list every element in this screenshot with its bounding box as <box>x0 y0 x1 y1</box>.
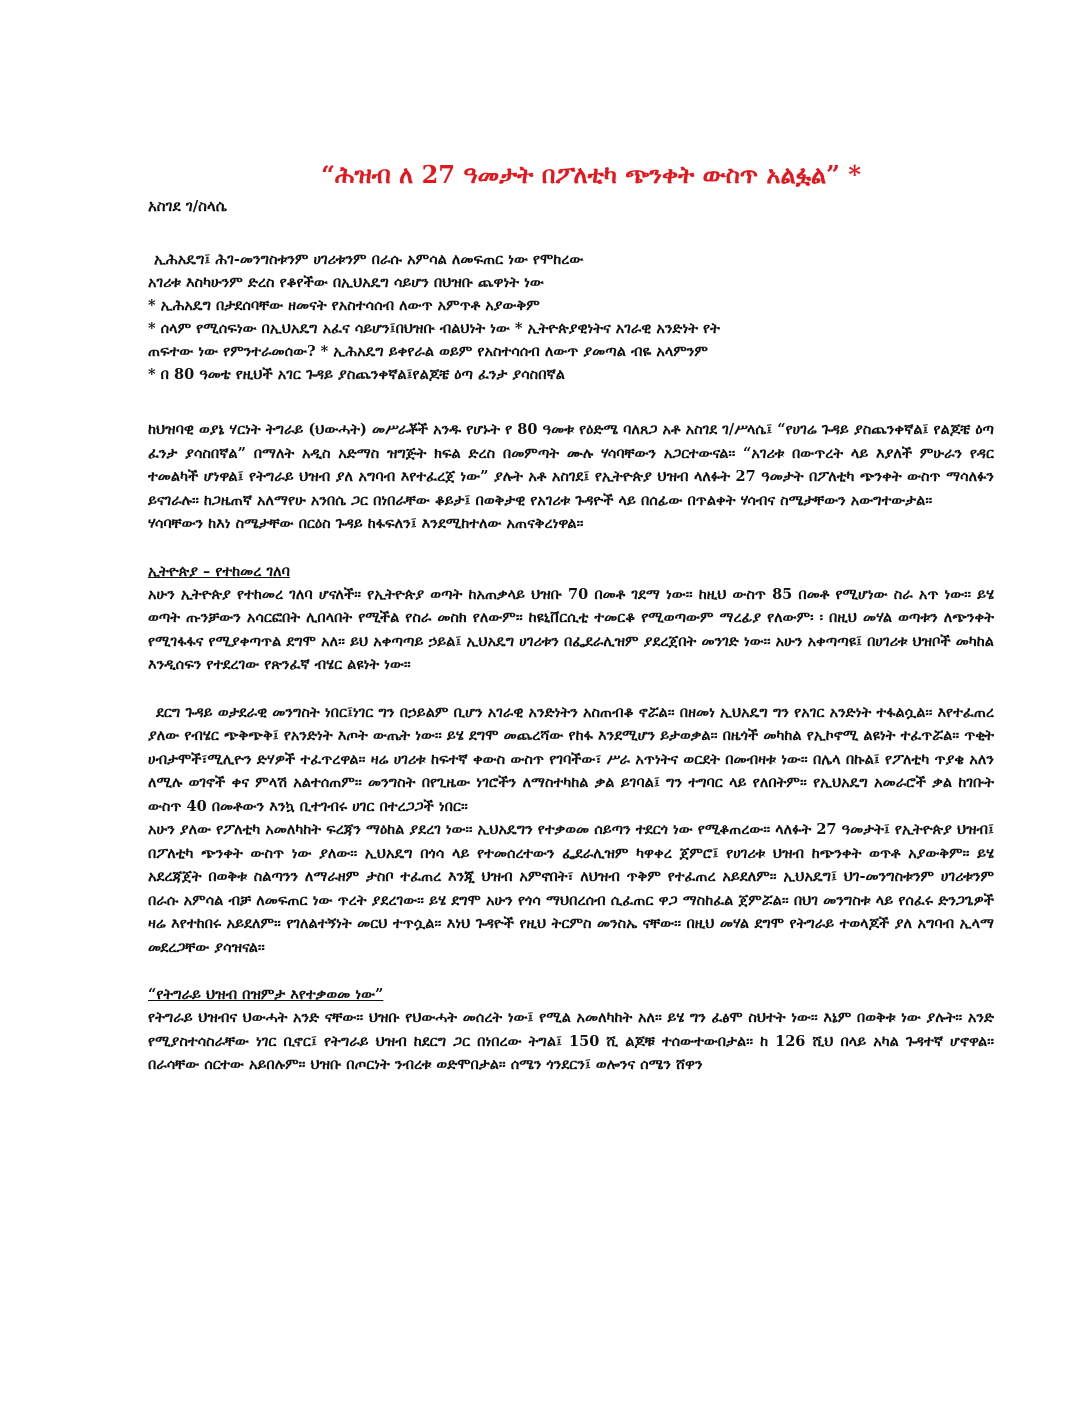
paragraph-spacer <box>148 677 994 701</box>
article-title-text: “ሕዝብ ለ 27 ዓመታት በፖለቲካ ጭንቀት ውስጥ አልፏል” * <box>321 160 861 189</box>
intro-paragraph: ከህዝባዊ ወያኔ ሃርነት ትግራይ (ህውሓት) መሥራቾች አንዱ የሆኑት የ 80 ዓመቱ የዕድሜ ባለጸጋ አቶ አስገደ ገ/ሥላሴ፤ “የሀገሬ ጉዳይ ያስጨንቀኛል፤ የልጆቼ ዕጣ ፈንታ ያሳስበኛል” በማለት አዲስ አድማስ ዝግጅት ክፍል ድረስ በመምጣት ሙሉ ሃሳባቸውን አጋርተውናል፡፡ “አገሪቱ በውጥረት ላይ እያለች ምሁራን የዳር ተመልካች ሆነዋል፤ የትግራይ ህዝብ ያለ አግባብ እየተፈረጀ ነው” ያሉት አቶ አስገደ፤ የኢትዮጵያ ህዝብ ላለፉት 27 ዓመታት በፖለቲካ ጭንቀት ውስጥ ማሳለፉን ይናገራሉ፡፡ ከጋዜጠኛ አለማየሁ አንበሴ ጋር በነበራቸው ቆይታ፤ በወቅታዊ የአገሪቱ ጉዳዮች ላይ በሰፊው በጥልቀት ሃሳብና ስሜታቸውን አውግተውታል፡፡ <box>148 421 994 509</box>
summary-line: ኢሕአዴግ፤ ሕገ-መንግስቱንም ሀገሪቱንም በራሱ አምሳል ለመፍጠር ነው የሞከረው <box>154 251 584 268</box>
summary-line: * በ 80 ዓመቴ የዚህች አገር ጉዳይ ያስጨንቀኛል፤የልጆቼ ዕጣ ፈንታ ያሳስበኛል <box>148 366 565 383</box>
summary-line: ጠፍተው ነው የምንተራመሰው? * ኢሕአዴግ ይቀየራል ወይም የአስተሳሰብ ለውጥ ያመጣል ብዬ አላምንም <box>148 343 708 360</box>
summary-block <box>148 248 994 386</box>
article-title <box>148 160 994 190</box>
section1-paragraph-1: አሁን ኢትዮጵያ የተከመረ ገለባ ሆናለች። የኢትዮጵያ ወጣት ከአጠቃላይ ህዝቡ 70 በመቶ ገደማ ነው፡፡ ከዚህ ውስጥ 85 በመቶ የሚሆነው ስራ አጥ ነው፡፡ ይሄ ወጣት ጡንቻውን አሳርፎበት ሊበላበት የሚችል የስራ መስክ የለውም፡፡ ከዩኒቨርሲቲ ተመርቆ የሚወጣውም ማረፊያ የለውም፡ ፡ በዚህ መሃል ወጣቱን ለጭንቀት የሚገፋፋና የሚያቀጣጥል ደግሞ አለ፡፡ ይህ አቀጣጣይ ኃይል፤ ኢህአዴግ ሀገሪቱን በፌደራሊዝም ያደረጀበት መንገድ ነው፡፡ አሁን አቀጣጣዩ፤ በሀገሪቱ ህዝቦች መካከል እንዲሰፍን የተደረገው የጽንፈኛ ብሄር ልዩነት ነው፡፡ <box>148 585 994 673</box>
summary-line: * ሰላም የሚሰፍነው በኢህአዴግ አፈና ሳይሆን፤በህዝቡ ብልህነት ነው * ኢትዮጵያዊነትና አገራዊ አንድነት የት <box>148 320 720 337</box>
summary-line: አገሪቱ እስካሁንም ድረስ የቆየችው በኢህአዴግ ሳይሆን በህዝቡ ጨዋነት ነው <box>148 274 544 291</box>
author-name: አስገደ ገ/ስላሴ <box>148 197 227 215</box>
section2-paragraph-1: የትግራይ ህዝብና ህውሓት አንድ ናቸው፡፡ ህዝቡ የህውሓት መሰረት ነው፤ የሚል አመለካከት አለ፡፡ ይሄ ግን ፈፅሞ ስህተት ነው፡፡ እኔም በወቅቱ ነው ያሉት፡፡ አንድ የሚያስተሳስራቸው ነገር ቢኖር፤ የትግራይ ህዝብ ከደርግ ጋር በነበረው ትግል፤ 150 ሺ ልጆቹ ተሰውተውበታል፡፡ ከ 126 ሺህ በላይ አካል ጉዳተኛ ሆኖዋል፡፡ በራሳቸው ሰርተው አይበሉም። ህዝቡ በጦርነት ንብረቱ ወድሞበታል። ሰሜን ጎንደርን፤ ወሎንና ሰሜን ሸዋን <box>148 1009 994 1073</box>
section1-paragraph-3: አሁን ያለው የፖለቲካ አመለካከት ፍረጃን ማዕከል ያደረገ ነው፡፡ ኢህአዴግን የተቃወመ ሰይጣን ተደርጎ ነው የሚቆጠረው፡፡ ላለፉት 27 ዓመታት፤ የኢትዮጵያ ህዝብ፤ በፖለቲካ ጭንቀት ውስጥ ነው ያለው፡፡ ኢህአዴግ በጎሳ ላይ የተመሰረተውን ፌደራሊዝም ካዋቀረ ጀምሮ፤ የሀገሪቱ ህዝብ ከጭንቀት ወጥቶ አያውቅም። ይሄ አደረጃጀት በወቅቱ ስልጣንን ለማራዘም ታስቦ ተፈጠረ እንጂ ህዝብ አምኖበት፣ ለህዝብ ጥቅም የተፈጠረ አይደለም፡፡ ኢህአዴግ፤ ህገ-መንግስቱንም ሀገሪቱንም በራሱ አምሳል ብቻ ለመፍጠር ነው ጥረት ያደረገው፡፡ ይሄ ደግሞ አሁን የጎሳ ማህበረሰብ ሲፈጠር ዋጋ ማስከፈል ጀምሯል፡፡ በህገ መንግስቱ ላይ የሰፈሩ ድንጋጌዎች ዛሬ እየተከበሩ አይደለም፡፡ የገለልተኝነት መርህ ተጥሷል፡፡ እነህ ጉዳዮች የዚህ ትርምስ መንስኤ ናቸው፡፡ በዚህ መሃል ደግሞ የትግራይ ተወላጆች ያለ አግባብ ኢላማ መደረጋቸው ያሳዝናል፡፡ <box>148 821 994 956</box>
paragraph-spacer <box>148 959 994 983</box>
summary-line: * ኢሕአዴግ በታደሰባቸው ዘመናት የአስተሳሰብ ለውጥ አምጥቶ አያውቅም <box>148 297 540 314</box>
document-page <box>148 160 994 1390</box>
section-heading-ethiopia: ኢትዮጵያ – የተከመረ ገለባ <box>148 562 290 580</box>
section-heading-tigray: “የትግራይ ህዝብ በዝምታ እየተቃወመ ነው” <box>148 986 384 1003</box>
paragraph-spacer <box>148 536 994 560</box>
section1-paragraph-2: ደርግ ጉዳይ ወታደራዊ መንግስት ነበር፤ነገር ግን በኃይልም ቢሆን አገራዊ አንድነትን አስጠብቆ ኖሯል፡፡ በዘመነ ኢህአዴግ ግን የአገር አንድነት ተፋልሷል፡፡ እየተፈጠረ ያለው የብሄር ጭቅጭቅ፤ የአንድነት እጦት ውጤት ነው፡፡ ይሄ ደግሞ መጨረሻው የከፋ እንደሚሆን ይታወቃል፡፡ በዜጎች መካከል የኢኮኖሚ ልዩነት ተፈጥሯል። ጥቂት ሀብታሞች፣ሚሊዮን ድሃዎች ተፈጥረዋል። ዛሬ ሀገሪቱ ከፍተኛ ቀውስ ውስጥ የገባችው፣ ሥራ አጥነትና ወርደት በመብዛቱ ነው፡፡ በሌላ በኩል፤ የፖለቲካ ጥያቄ አለን ለሚሉ ወገኖች ቀና ምላሽ አልተሰጠም፡፡ መንግስት በየጊዜው ነገሮችን ለማስተካከል ቃል ይገባል፤ ግን ተግባር ላይ የለበትም፡፡ የኢህአዴግ አመራሮች ቃል ከገቡት ውስጥ 40 በመቶውን እንኳ ቢተገብሩ ሀገር በተረጋጋች ነበር፡፡ <box>148 703 994 815</box>
intro-tail-paragraph: ሃሳባቸውን ከእነ ስሜታቸው በርዕስ ጉዳይ ከፋፍለን፤ እንደሚከተለው አጠናቅረነዋል፡፡ <box>148 515 584 532</box>
